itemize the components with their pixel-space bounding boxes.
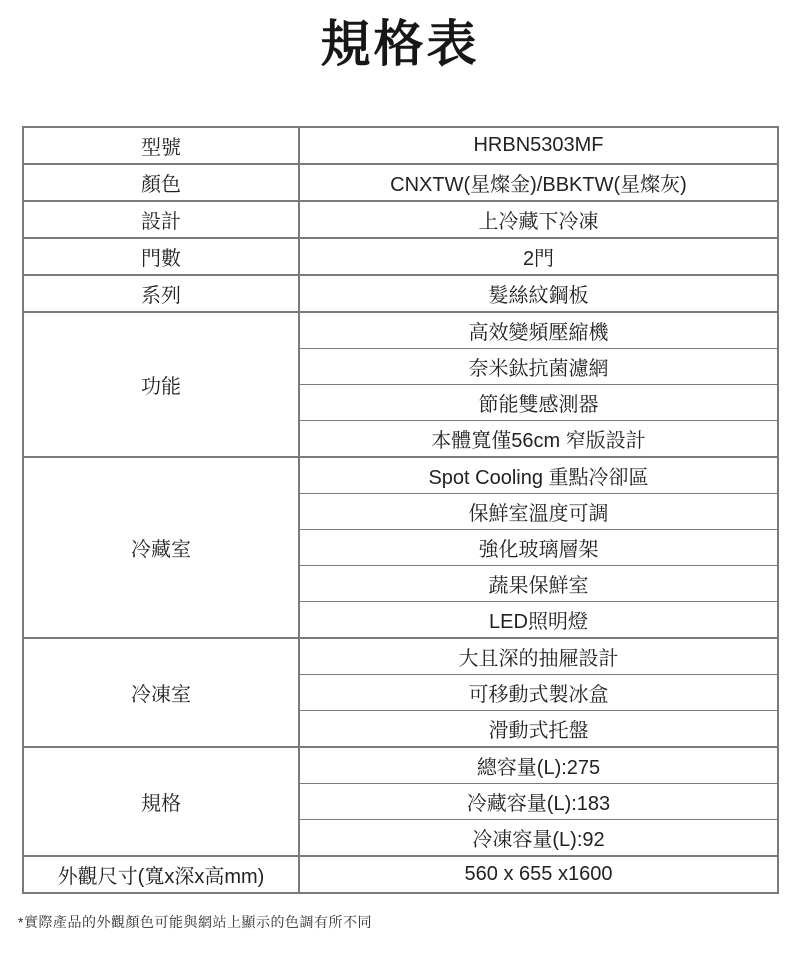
spec-value-cell: 強化玻璃層架	[299, 530, 778, 566]
spec-value-cell: 本體寬僅56cm 窄版設計	[299, 421, 778, 458]
spec-value-cell: CNXTW(星燦金)/BBKTW(星燦灰)	[299, 164, 778, 201]
spec-value-cell: 髮絲紋鋼板	[299, 275, 778, 312]
spec-label-cell: 顏色	[23, 164, 299, 201]
spec-value-cell: 大且深的抽屜設計	[299, 638, 778, 675]
color-disclaimer-footnote: *實際產品的外觀顏色可能與網站上顯示的色調有所不同	[18, 914, 372, 930]
spec-row	[23, 312, 778, 349]
spec-value-cell: 冷藏容量(L):183	[299, 784, 778, 820]
spec-label-cell: 外觀尺寸(寬x深x高mm)	[23, 856, 299, 893]
spec-value-cell: 高效變頻壓縮機	[299, 312, 778, 349]
spec-row	[23, 238, 778, 275]
spec-value-cell: 上冷藏下冷凍	[299, 201, 778, 238]
spec-value-cell: HRBN5303MF	[299, 127, 778, 164]
spec-row	[23, 457, 778, 494]
spec-label-cell: 功能	[23, 312, 299, 457]
spec-row	[23, 856, 778, 893]
spec-value-cell: 節能雙感測器	[299, 385, 778, 421]
spec-value-cell: 可移動式製冰盒	[299, 675, 778, 711]
spec-value-cell: Spot Cooling 重點冷卻區	[299, 457, 778, 494]
spec-row	[23, 747, 778, 784]
spec-value-cell: 滑動式托盤	[299, 711, 778, 748]
spec-value-cell: 奈米鈦抗菌濾網	[299, 349, 778, 385]
spec-label-cell: 規格	[23, 747, 299, 856]
spec-label-cell: 冷凍室	[23, 638, 299, 747]
spec-table-body	[23, 127, 778, 893]
spec-label-cell: 型號	[23, 127, 299, 164]
spec-value-cell: 總容量(L):275	[299, 747, 778, 784]
spec-value-cell: 560 x 655 x1600	[299, 856, 778, 893]
spec-value-cell: 2門	[299, 238, 778, 275]
spec-value-cell: 保鮮室溫度可調	[299, 494, 778, 530]
spec-row	[23, 638, 778, 675]
spec-table	[22, 126, 779, 894]
spec-label-cell: 系列	[23, 275, 299, 312]
spec-value-cell: 冷凍容量(L):92	[299, 820, 778, 857]
spec-row	[23, 201, 778, 238]
spec-label-cell: 冷藏室	[23, 457, 299, 638]
spec-row	[23, 275, 778, 312]
spec-value-cell: LED照明燈	[299, 602, 778, 639]
spec-row	[23, 164, 778, 201]
spec-label-cell: 設計	[23, 201, 299, 238]
spec-row	[23, 127, 778, 164]
spec-value-cell: 蔬果保鮮室	[299, 566, 778, 602]
spec-label-cell: 門數	[23, 238, 299, 275]
page-title: 規格表	[320, 16, 480, 72]
